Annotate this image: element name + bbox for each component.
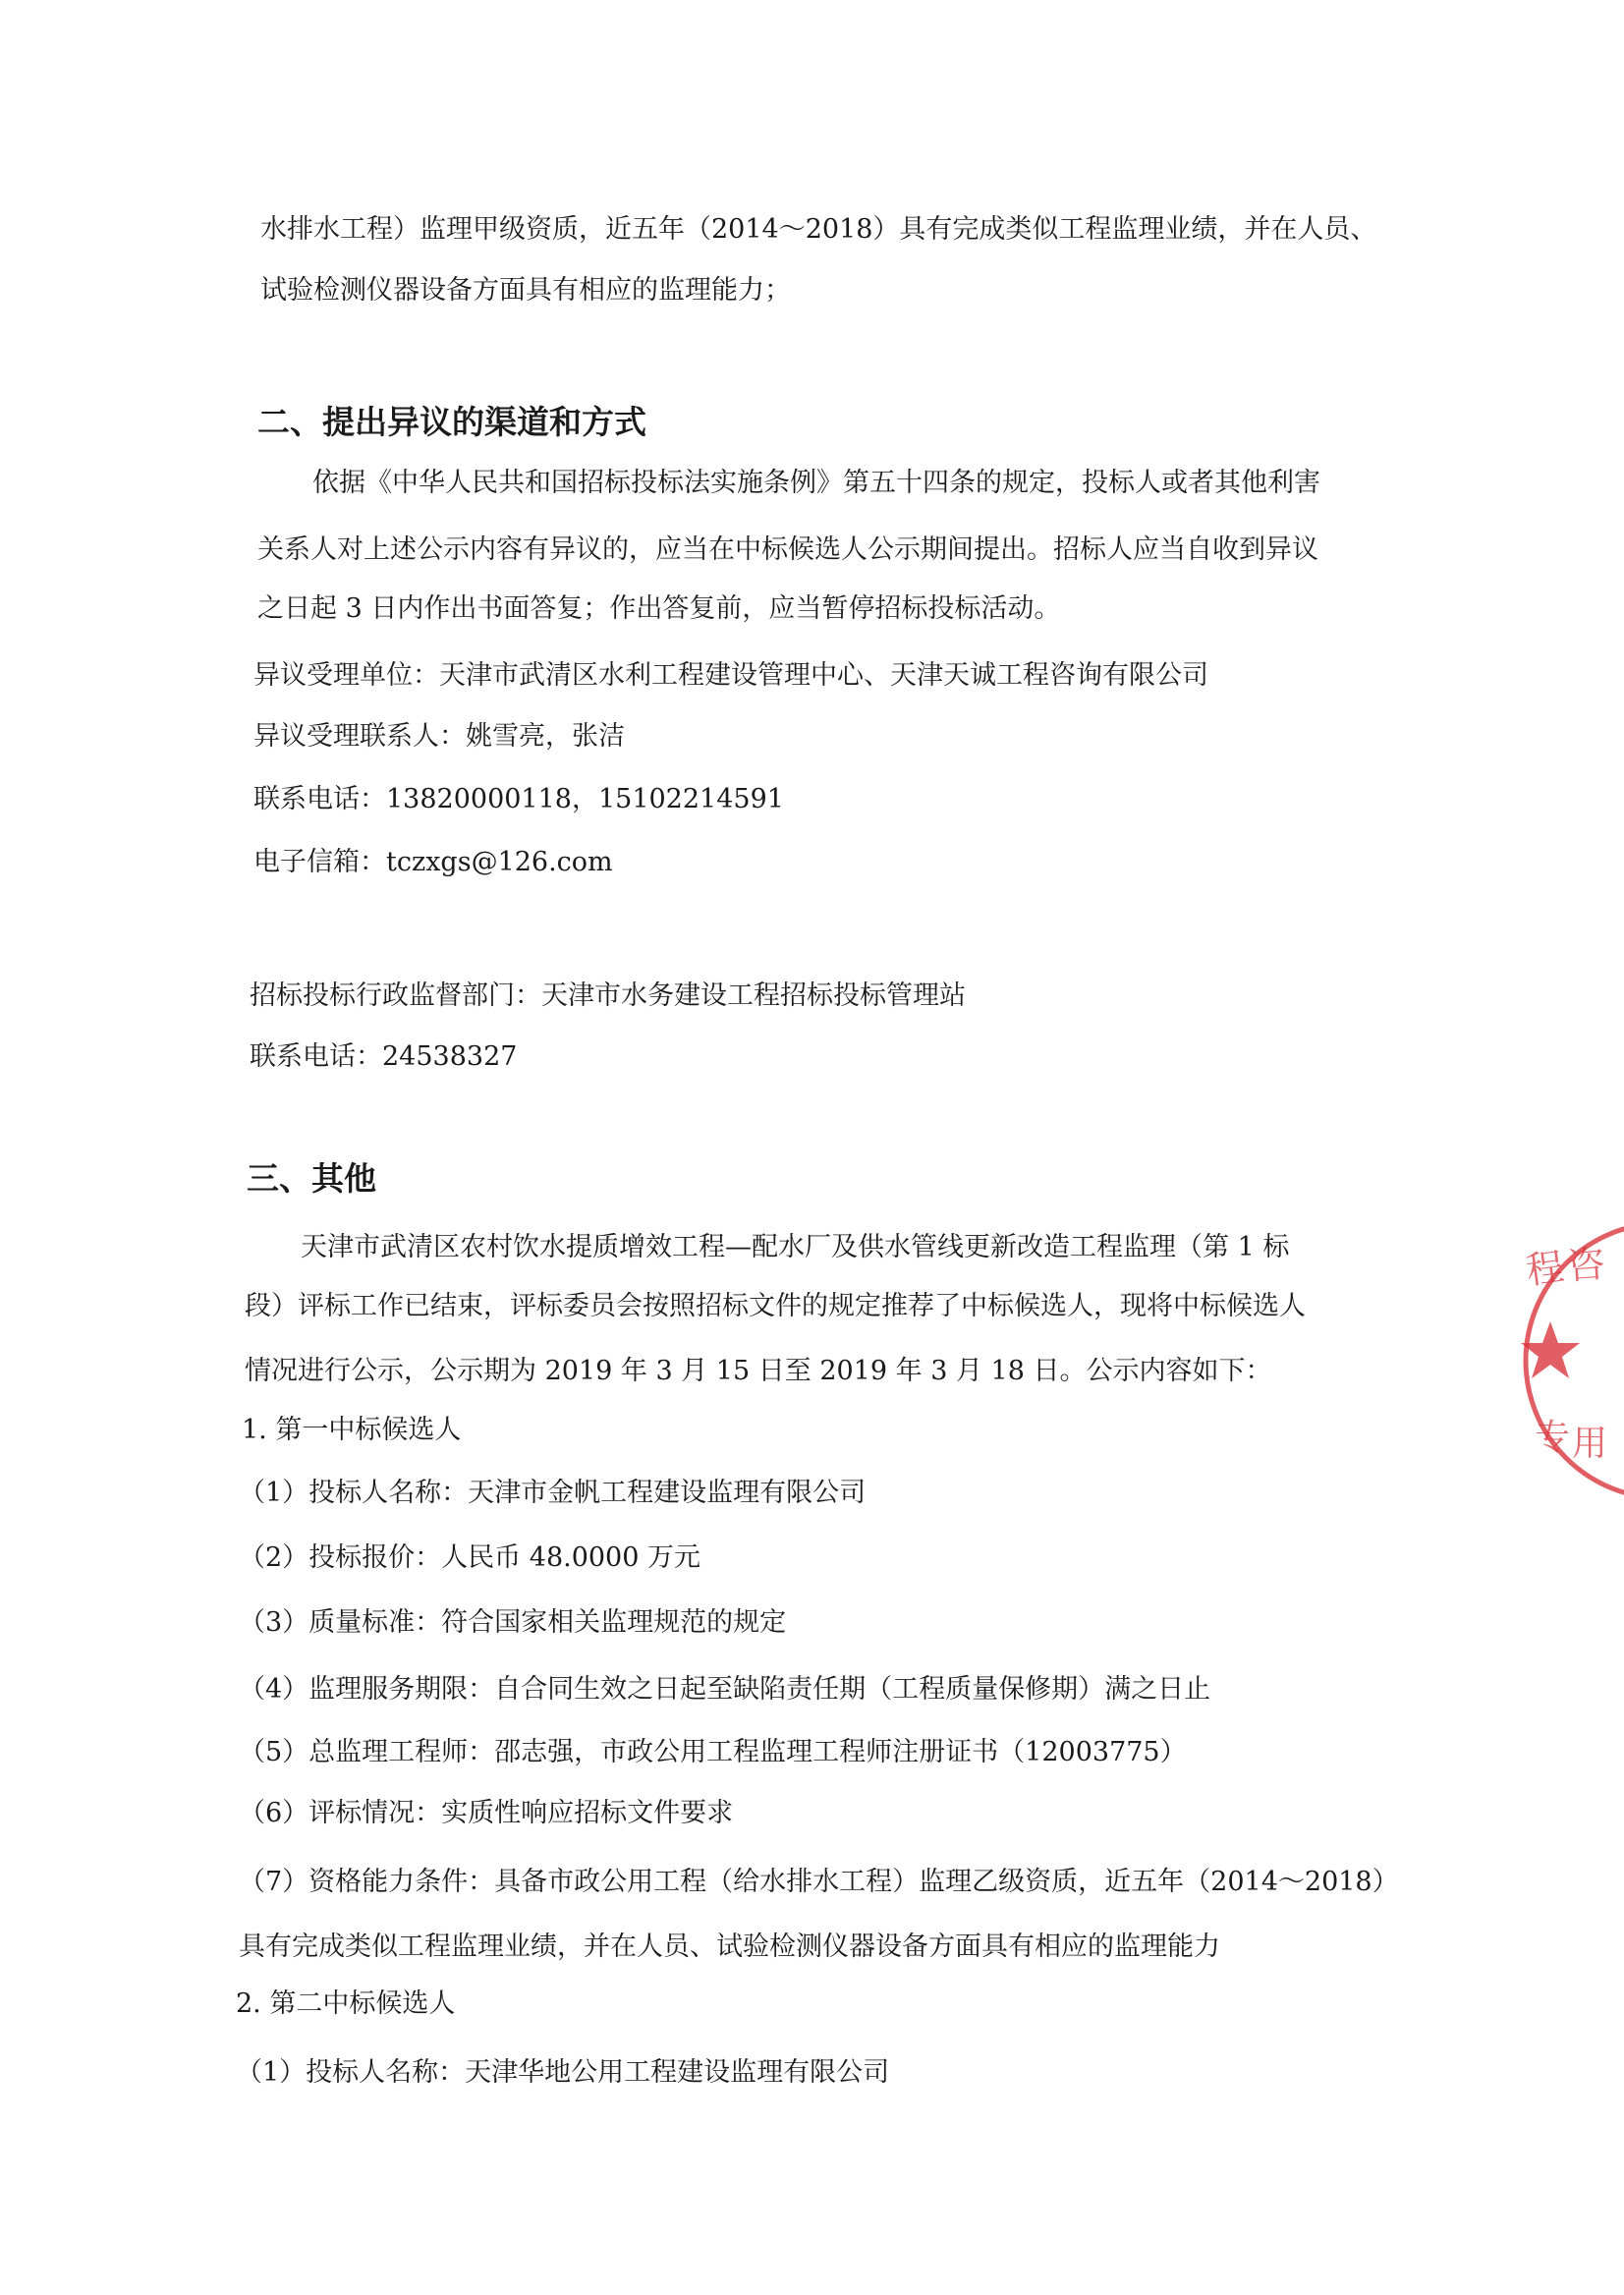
candidate-item: （4）监理服务期限：自合同生效之日起至缺陷责任期（工程质量保修期）满之日止 — [239, 1674, 1211, 1705]
section-heading-objection: 二、提出异议的渠道和方式 — [257, 403, 646, 441]
candidate-item: （5）总监理工程师：邵志强，市政公用工程监理工程师注册证书（12003775） — [239, 1737, 1187, 1767]
candidate-item: （1）投标人名称：天津市金帆工程建设监理有限公司 — [239, 1478, 867, 1508]
body-line: 天津市武清区农村饮水提质增效工程—配水厂及供水管线更新改造工程监理（第 1 标 — [301, 1232, 1290, 1262]
candidate-item: （2）投标报价：人民币 48.0000 万元 — [239, 1542, 700, 1573]
svg-text:咨: 咨 — [1566, 1242, 1606, 1288]
svg-text:专: 专 — [1535, 1418, 1571, 1458]
candidate-item: （1）投标人名称：天津华地公用工程建设监理有限公司 — [236, 2057, 890, 2088]
candidate-item: （6）评标情况：实质性响应招标文件要求 — [239, 1798, 734, 1828]
body-line: 试验检测仪器设备方面具有相应的监理能力； — [260, 275, 791, 306]
body-line: 依据《中华人民共和国招标投标法实施条例》第五十四条的规定，投标人或者其他利害 — [312, 468, 1320, 498]
body-line: 关系人对上述公示内容有异议的，应当在中标候选人公示期间提出。招标人应当自收到异议 — [257, 534, 1318, 565]
candidate-item: （3）质量标准：符合国家相关监理规范的规定 — [239, 1607, 787, 1638]
company-seal-stamp — [1521, 1213, 1624, 1508]
contact-person: 异议受理联系人：姚雪亮，张洁 — [253, 721, 625, 752]
body-line: 之日起 3 日内作出书面答复；作出答复前，应当暂停招标投标活动。 — [257, 593, 1061, 624]
contact-phone: 联系电话：13820000118，15102214591 — [253, 784, 784, 814]
svg-text:程: 程 — [1523, 1244, 1567, 1293]
supervision-department: 招标投标行政监督部门：天津市水务建设工程招标投标管理站 — [250, 980, 966, 1011]
candidate-item: （7）资格能力条件：具备市政公用工程（给水排水工程）监理乙级资质，近五年（2014～2018） — [239, 1867, 1399, 1897]
supervision-phone: 联系电话：24538327 — [250, 1041, 518, 1072]
section-heading-other: 三、其他 — [247, 1159, 376, 1198]
contact-email: 电子信箱：tczxgs@126.com — [253, 847, 613, 877]
candidate-title: 1. 第一中标候选人 — [242, 1415, 462, 1445]
candidate-item: 具有完成类似工程监理业绩，并在人员、试验检测仪器设备方面具有相应的监理能力 — [239, 1931, 1220, 1962]
svg-text:用: 用 — [1572, 1424, 1608, 1464]
candidate-title: 2. 第二中标候选人 — [236, 1988, 456, 2019]
contact-unit: 异议受理单位：天津市武清区水利工程建设管理中心、天津天诚工程咨询有限公司 — [253, 660, 1208, 691]
body-line: 情况进行公示，公示期为 2019 年 3 月 15 日至 2019 年 3 月 18 日。公示内容如下： — [245, 1356, 1272, 1386]
body-line: 水排水工程）监理甲级资质，近五年（2014～2018）具有完成类似工程监理业绩，并在人员、 — [260, 214, 1377, 245]
body-line: 段）评标工作已结束，评标委员会按照招标文件的规定推荐了中标候选人，现将中标候选人 — [245, 1291, 1306, 1321]
